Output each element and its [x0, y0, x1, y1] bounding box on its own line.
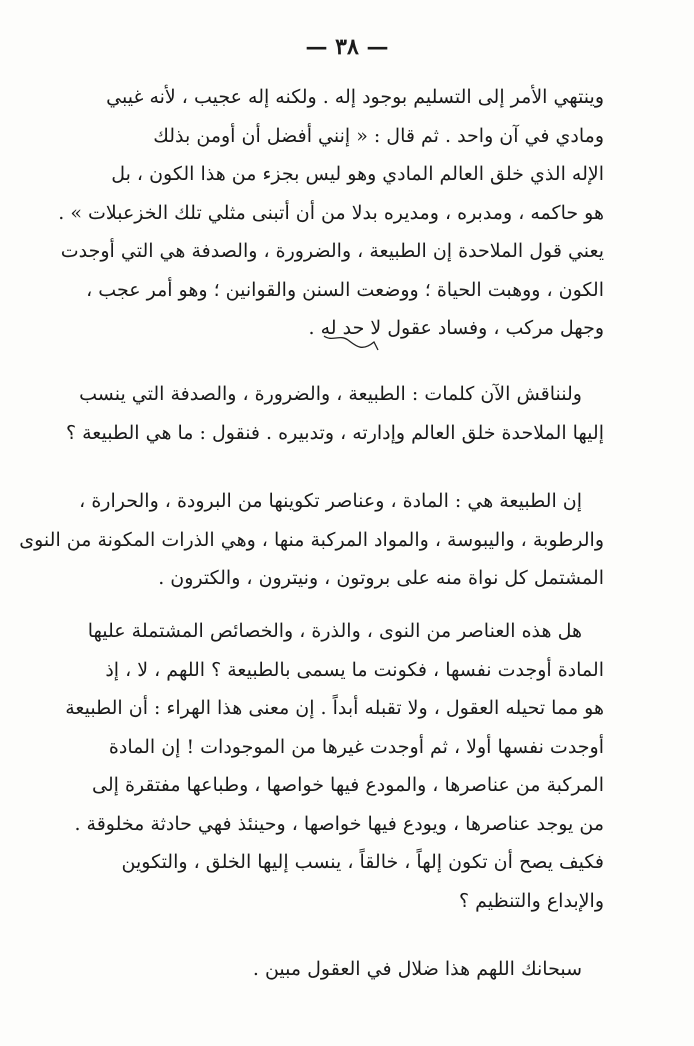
- text-line: المشتمل كل نواة منه على بروتون ، ونيترون ، والكترون .: [158, 567, 604, 589]
- text-line: هو حاكمه ، ومدبره ، ومديره بدلا من أن أتبنى مثلي تلك الخزعبلات » .: [58, 201, 604, 224]
- text-line: فكيف يصح أن تكون إلهاً ، خالقاً ، ينسب إليها الخلق ، والتكوين: [121, 851, 604, 873]
- text-line: من يوجد عناصرها ، ويودع فيها خواصها ، وحينئذ فهي حادثة مخلوقة .: [74, 812, 604, 835]
- text-line: وينتهي الأمر إلى التسليم بوجود إله . ولكنه إله عجيب ، لأنه غيبي: [106, 86, 604, 108]
- text-line: الإله الذي خلق العالم المادي وهو ليس بجزء من هذا الكون ، بل: [111, 163, 604, 185]
- text-line: المادة أوجدت نفسها ، فكونت ما يسمى بالطبيعة ؟ اللهم ، لا ، إذ: [105, 658, 604, 681]
- text-line: وجهل مركب ، وفساد عقول لا حد له .: [308, 317, 604, 339]
- paragraph-4: [65, 612, 604, 920]
- paragraph-3: [19, 482, 604, 598]
- text-line: أوجدت نفسها أولا ، ثم أوجدت غيرها من الموجودات ! إن المادة: [108, 735, 604, 758]
- text-line: ومادي في آن واحد . ثم قال : « إنني أفضل أن أومن بذلك: [153, 124, 604, 147]
- text-line: والرطوبة ، واليبوسة ، والمواد المركبة منها ، وهي الذرات المكونة من النوى: [19, 528, 604, 551]
- handwritten-mark: [322, 332, 382, 356]
- paragraph-1: [58, 78, 604, 348]
- text-line: إن الطبيعة هي : المادة ، وعناصر تكوينها من البرودة ، والحرارة ،: [79, 490, 582, 512]
- text-line: والإبداع والتنظيم ؟: [458, 889, 604, 912]
- paragraph-2: [65, 375, 604, 452]
- text-line: هل هذه العناصر من النوى ، والذرة ، والخصائص المشتملة عليها: [87, 620, 582, 642]
- page-number: — ٣٨ —: [305, 34, 389, 60]
- text-line: هو مما تحيله العقول ، ولا تقبله أبداً . إن معنى هذا الهراء : أن الطبيعة: [65, 697, 604, 719]
- text-line: يعني قول الملاحدة إن الطبيعة ، والضرورة ، والصدفة هي التي أوجدت: [60, 240, 604, 262]
- text-line: سبحانك اللهم هذا ضلال في العقول مبين .: [252, 958, 582, 980]
- text-line: المركبة من عناصرها ، والمودع فيها خواصها ، وطباعها مفتقرة إلى: [92, 774, 604, 796]
- text-line: إليها الملاحدة خلق العالم وإدارته ، وتدبيره . فنقول : ما هي الطبيعة ؟: [65, 421, 604, 444]
- text-line: ولنناقش الآن كلمات : الطبيعة ، والضرورة ، والصدفة التي ينسب: [79, 383, 582, 405]
- paragraph-5: [84, 950, 604, 989]
- text-line: الكون ، ووهبت الحياة ؛ ووضعت السنن والقوانين ؛ وهو أمر عجب ،: [86, 278, 604, 301]
